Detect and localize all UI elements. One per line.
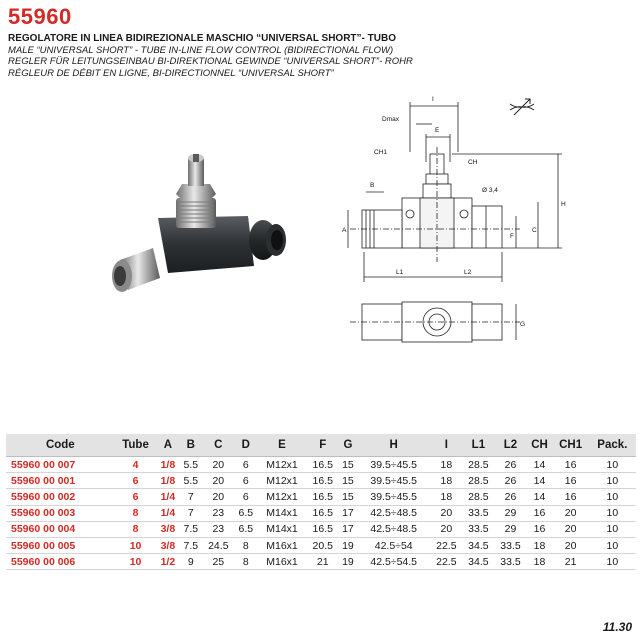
label-h: H (561, 201, 566, 208)
product-description (8, 33, 428, 79)
table-cell: 16.5 (307, 489, 339, 505)
table-cell: 1/8 (156, 457, 179, 473)
table-cell: 28.5 (462, 457, 494, 473)
table-cell: 14 (526, 473, 552, 489)
technical-drawing (340, 92, 580, 372)
table-cell: 20 (202, 457, 234, 473)
table-cell: 42.5÷48.5 (357, 505, 430, 521)
column-header: D (234, 434, 257, 457)
table-cell: 8 (234, 554, 257, 570)
table-cell: 21 (307, 554, 339, 570)
table-cell: 18 (526, 537, 552, 553)
product-photo (98, 148, 298, 308)
table-cell: 20 (202, 473, 234, 489)
table-cell: 6.5 (234, 521, 257, 537)
table-cell: 4 (115, 457, 157, 473)
label-ch1: CH1 (374, 149, 388, 156)
table-cell: 16 (553, 489, 589, 505)
table-cell: 17 (339, 505, 357, 521)
table-row (6, 537, 636, 553)
table-cell: 42.5÷54.5 (357, 554, 430, 570)
table-cell: 16 (526, 505, 552, 521)
column-header: G (339, 434, 357, 457)
description-italian: REGOLATORE IN LINEA BIDIREZIONALE MASCHIO “UNIVERSAL SHORT”- TUBO (8, 33, 396, 44)
table-cell: 18 (526, 554, 552, 570)
table-cell: M14x1 (257, 505, 306, 521)
table-cell: 33.5 (462, 521, 494, 537)
table-cell: 21 (553, 554, 589, 570)
table-cell: 6 (115, 489, 157, 505)
column-header: L1 (462, 434, 494, 457)
table-cell: 20 (430, 521, 462, 537)
table-cell: 34.5 (462, 537, 494, 553)
product-code-title: 55960 (8, 4, 72, 29)
column-header: I (430, 434, 462, 457)
table-cell: 7.5 (179, 521, 202, 537)
table-row (6, 505, 636, 521)
table-cell: 28.5 (462, 489, 494, 505)
table-cell: 10 (589, 505, 636, 521)
table-cell: 25 (202, 554, 234, 570)
column-header: H (357, 434, 430, 457)
table-cell: 20.5 (307, 537, 339, 553)
code-cell: 55960 00 007 (6, 457, 115, 473)
page-number: 11.30 (602, 620, 632, 634)
table-cell: 8 (234, 537, 257, 553)
table-cell: 26 (494, 489, 526, 505)
code-cell: 55960 00 003 (6, 505, 115, 521)
table-cell: 14 (526, 457, 552, 473)
table-cell: 14 (526, 489, 552, 505)
column-header: CH (526, 434, 552, 457)
code-cell: 55960 00 005 (6, 537, 115, 553)
table-cell: 15 (339, 473, 357, 489)
table-cell: 39.5÷45.5 (357, 473, 430, 489)
table-cell: 26 (494, 457, 526, 473)
column-header: Pack. (589, 434, 636, 457)
code-cell: 55960 00 006 (6, 554, 115, 570)
table-cell: 42.5÷48.5 (357, 521, 430, 537)
table-cell: 19 (339, 537, 357, 553)
label-e: E (435, 127, 440, 134)
table-cell: 33.5 (494, 537, 526, 553)
table-row (6, 554, 636, 570)
table-cell: 10 (589, 521, 636, 537)
table-cell: 33.5 (462, 505, 494, 521)
column-header: F (307, 434, 339, 457)
table-cell: 16 (553, 473, 589, 489)
column-header: CH1 (553, 434, 589, 457)
table-cell: 6 (234, 473, 257, 489)
column-header: L2 (494, 434, 526, 457)
table-row (6, 521, 636, 537)
table-row (6, 489, 636, 505)
table-cell: 6 (234, 489, 257, 505)
label-a: A (342, 227, 347, 234)
table-cell: 15 (339, 457, 357, 473)
table-cell: 10 (589, 554, 636, 570)
table-cell: 5.5 (179, 473, 202, 489)
table-cell: 29 (494, 505, 526, 521)
table-cell: 23 (202, 521, 234, 537)
label-l2: L2 (464, 269, 472, 276)
table-cell: 23 (202, 505, 234, 521)
description-german: REGLER FÜR LEITUNGSEINBAU BI-DIREKTIONAL GEWINDE “UNIVERSAL SHORT”- ROHR (8, 56, 413, 68)
table-body (6, 457, 636, 570)
table-cell: 10 (589, 537, 636, 553)
table-cell: 1/2 (156, 554, 179, 570)
label-g: G (520, 321, 526, 328)
table-cell: 9 (179, 554, 202, 570)
table-cell: 20 (553, 521, 589, 537)
table-cell: 18 (430, 473, 462, 489)
table-cell: 10 (589, 473, 636, 489)
table-cell: 39.5÷45.5 (357, 489, 430, 505)
table-cell: 6.5 (234, 505, 257, 521)
specifications-table (6, 434, 636, 570)
table-cell: M12x1 (257, 489, 306, 505)
code-cell: 55960 00 002 (6, 489, 115, 505)
table-cell: 1/4 (156, 505, 179, 521)
table-cell: 7.5 (179, 537, 202, 553)
table-cell: M12x1 (257, 457, 306, 473)
table-cell: 16 (553, 457, 589, 473)
table-cell: 1/4 (156, 489, 179, 505)
table-cell: 28.5 (462, 473, 494, 489)
table-cell: 3/8 (156, 521, 179, 537)
table-cell: 10 (589, 489, 636, 505)
label-ch: CH (468, 159, 478, 166)
table-cell: 10 (115, 537, 157, 553)
table-cell: 3/8 (156, 537, 179, 553)
table-cell: 19 (339, 554, 357, 570)
table-cell: 34.5 (462, 554, 494, 570)
table-cell: 1/8 (156, 473, 179, 489)
column-header: C (202, 434, 234, 457)
table-cell: 29 (494, 521, 526, 537)
code-cell: 55960 00 001 (6, 473, 115, 489)
column-header: B (179, 434, 202, 457)
label-c: C (532, 227, 537, 234)
table-cell: 8 (115, 505, 157, 521)
table-cell: 10 (115, 554, 157, 570)
column-header: A (156, 434, 179, 457)
label-i: I (432, 96, 434, 103)
table-cell: 39.5÷45.5 (357, 457, 430, 473)
table-cell: 16 (526, 521, 552, 537)
table-cell: 6 (234, 457, 257, 473)
table-cell: 22.5 (430, 537, 462, 553)
table-cell: 5.5 (179, 457, 202, 473)
description-english: MALE “UNIVERSAL SHORT” - TUBE IN-LINE FLOW CONTROL (BIDIRECTIONAL FLOW) (8, 44, 394, 56)
label-dmax: Dmax (382, 116, 399, 123)
table-cell: M14x1 (257, 521, 306, 537)
table-cell: 18 (430, 457, 462, 473)
table-cell: M16x1 (257, 537, 306, 553)
column-header: E (257, 434, 306, 457)
table-cell: 8 (115, 521, 157, 537)
code-cell: 55960 00 004 (6, 521, 115, 537)
table-cell: 20 (202, 489, 234, 505)
table-row (6, 473, 636, 489)
label-f: F (510, 233, 514, 240)
table-cell: 33.5 (494, 554, 526, 570)
table-cell: 15 (339, 489, 357, 505)
table-cell: 7 (179, 505, 202, 521)
table-cell: M12x1 (257, 473, 306, 489)
label-hole: Ø 3,4 (482, 187, 498, 194)
table-cell: 42.5÷54 (357, 537, 430, 553)
table-cell: 10 (589, 457, 636, 473)
table-cell: 20 (553, 505, 589, 521)
table-cell: 20 (553, 537, 589, 553)
description-french: RÉGLEUR DE DÉBIT EN LIGNE, BI-DIRECTIONNEL “UNIVERSAL SHORT” (8, 67, 334, 79)
table-cell: 17 (339, 521, 357, 537)
table-cell: 16.5 (307, 457, 339, 473)
table-cell: 20 (430, 505, 462, 521)
table-cell: 26 (494, 473, 526, 489)
table-cell: 24.5 (202, 537, 234, 553)
table-cell: 7 (179, 489, 202, 505)
table-row (6, 457, 636, 473)
table-header-row (6, 434, 636, 457)
table-cell: 16.5 (307, 521, 339, 537)
label-b: B (370, 182, 375, 189)
table-cell: 16.5 (307, 473, 339, 489)
column-header: Tube (115, 434, 157, 457)
label-l1: L1 (396, 269, 404, 276)
table-cell: 6 (115, 473, 157, 489)
column-header: Code (6, 434, 115, 457)
table-cell: 16.5 (307, 505, 339, 521)
table-cell: 22.5 (430, 554, 462, 570)
table-cell: 18 (430, 489, 462, 505)
table-cell: M16x1 (257, 554, 306, 570)
flow-control-symbol-icon (508, 96, 536, 118)
